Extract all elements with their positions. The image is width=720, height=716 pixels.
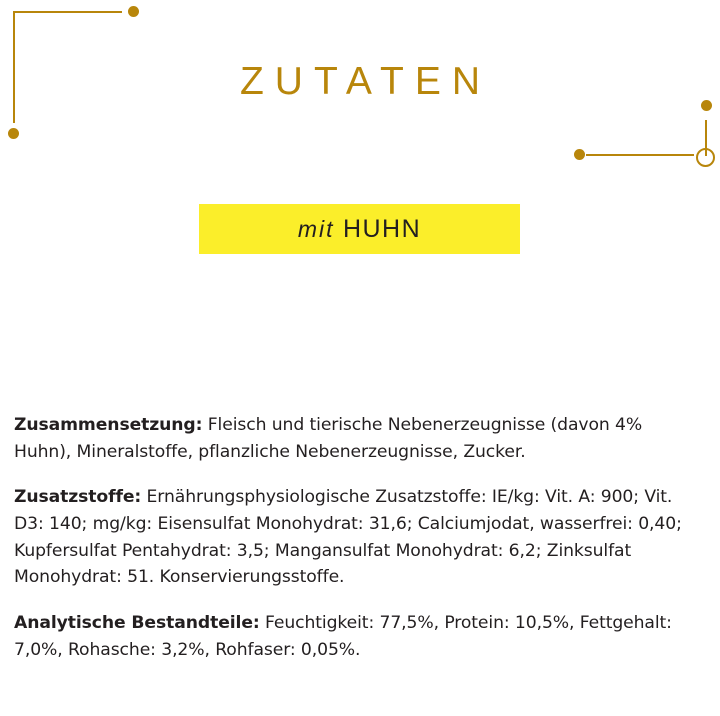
section-composition-label: Zusammensetzung: xyxy=(14,415,203,435)
variant-prefix: mit xyxy=(297,215,335,242)
section-additives xyxy=(14,484,704,591)
ornament-dot-right xyxy=(128,6,139,17)
section-analytical-constituents xyxy=(14,610,704,663)
ornament-dot-left xyxy=(574,149,585,160)
ornament-ring xyxy=(696,148,715,167)
ornament-vertical-line xyxy=(705,120,707,156)
ornament-horizontal-line xyxy=(586,154,694,156)
variant-banner xyxy=(199,204,520,254)
section-composition xyxy=(14,412,704,465)
section-additives-label: Zusatzstoffe: xyxy=(14,487,142,508)
corner-ornament-right xyxy=(560,120,720,200)
ingredients-content xyxy=(14,412,704,663)
section-additives-text: Ernährungsphysiologische Zusatzstoffe: IE/kg: Vit. A: 900; Vit. D3: 140; mg/kg: Eisensulfat Monohydrat: 31,6; Calciumjodat, wasserfrei: 0,40; Kupfersulfat Pentahydrat: 3,5; Mangansulfat Monohydrat: 6,2; Zinksulfat Monohydrat: 51. Konservierungsstoffe. xyxy=(14,487,682,588)
ornament-dot-bottom xyxy=(8,128,19,139)
page-title: ZUTATEN xyxy=(239,60,492,103)
section-analytical-constituents-text: Feuchtigkeit: 77,5%, Protein: 10,5%, Fettgehalt: 7,0%, Rohasche: 3,2%, Rohfaser: 0,05%. xyxy=(14,612,672,660)
section-analytical-constituents-label: Analytische Bestandteile: xyxy=(14,612,260,633)
ornament-horizontal-line xyxy=(14,11,122,13)
section-composition-text: Fleisch und tierische Nebenerzeugnisse (davon 4% Huhn), Mineralstoffe, pflanzliche Nebenerzeugnisse, Zucker. xyxy=(14,415,643,462)
variant-label xyxy=(298,215,421,244)
variant-name: HUHN xyxy=(342,214,422,243)
